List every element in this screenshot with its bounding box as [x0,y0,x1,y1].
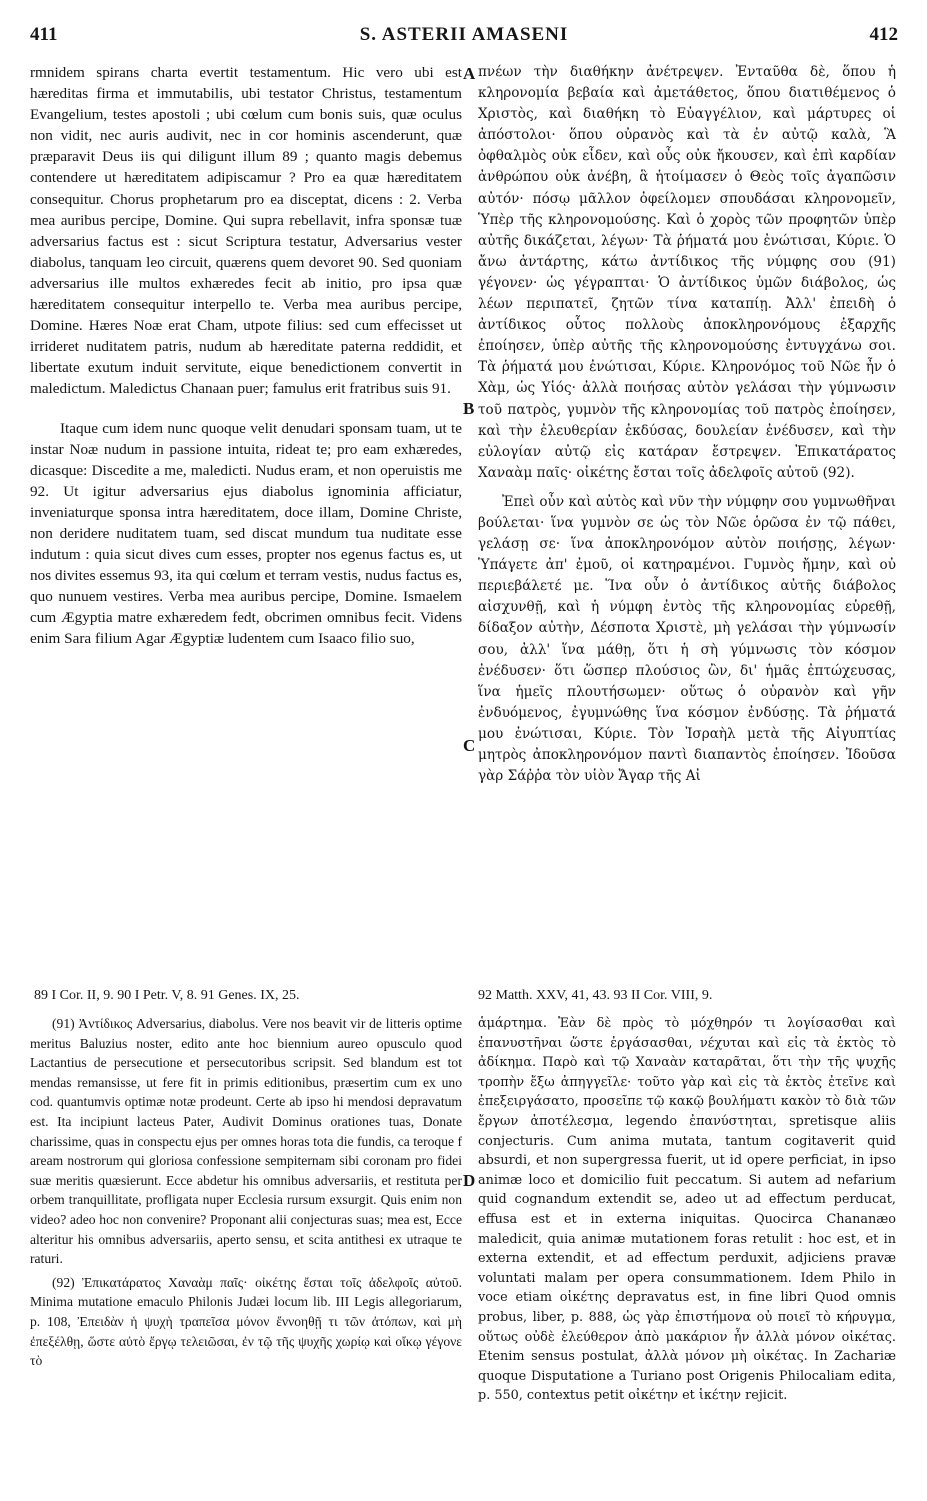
note-92: (92) Ἐπικατάρατος Χαναὰμ παῖς· οἰκέτης ἔσται τοῖς ἀδελφοῖς αὐτοῦ. Minima mutatione emaculo Philonis Judæi locum lib. III Legis allegoriarum, p. 108, Ἐπειδὰν ἡ ψυχὴ τραπεῖσα μόνον ἔννοηθῇ τι τῶν ἀτόπων, καὶ μὴ ἐπεξέλθῃ, ὥστε αὐτὸ ἔργῳ τελειῶσαι, ἐν τῷ τῆς ψυχῆς χωρίῳ καὶ οἴκῳ γέγονε τὸ [30,1274,462,1369]
page-number-left: 411 [30,24,58,45]
margin-letter-a: A [463,64,476,83]
margin-letter-b: B [463,399,475,418]
footnote-refs-right: 92 Matth. XXV, 41, 43. 93 II Cor. VIII, 9. [478,988,713,1003]
latin-column [30,62,462,650]
running-title: S. ASTERII AMASENI [359,24,569,45]
latin-paragraph-1: rmnidem spirans charta evertit testamentum. Hic vero ubi est hæreditas firma et immutabilis, ubi testator Christus, testamentum Evangelium, testes apostoli ; ubi cœlum cum bonis suis, quæ oculus non vidit, nec auris audivit, nec in cor hominis ascenderunt, quæ præparavit Deus iis qui diligunt illum 89 ; quanto magis debemus contendere ut hæreditatem adipiscamur ? Pro ea quæ hæreditatem consequitur. Chorus prophetarum pro ea disceptat, dicens : 2. Verba mea auribus percipe, Domine. Qui supra rebellavit, infra sponsæ tuæ adversarius factus est : sicut Scriptura testatur, Adversarius vester diabolus, tanquam leo circuit, quærens quem devoret 90. Sed quoniam adversarius ille multos exhæredes fecit ab initio, pro ipsa quæ hæreditatem consequitur interpello te. Verba mea auribus percipe, Domine. Hæres Noæ erat Cham, utpote filius: sed cum effecisset ut irrideret nuditatem patris, nudum ab hæreditate paterna reddidit, et libertate exutum induit servitute, eique benedictionem convertit in maledictum. Maledictus Chanaan puer; famulus erit fratribus suis 91. [30,64,462,398]
note-92-continued: ἁμάρτημα. Ἐὰν δὲ πρὸς τὸ μόχθηρόν τι λογίσασθαι καὶ ἐπανυστῆναι ὥστε ἐργάσασθαι, νέχυται καὶ εἰς τὰ ἐκτὸς τὸ ἀδίκημα. Παρὸ καὶ τῷ Χαναὰν καταρᾶται, ὅτι τὴν τῆς ψυχῆς τροπὴν ἔξω ἀπηγγεῖλε· τοῦτο γὰρ καὶ εἰς τὰ ἐκτὸς ἐτεῖνε καὶ ἐπεξειργάσατο, προσεῖπε τῷ κακῷ βουλήματι κακὸν τὸ διὰ τῶν ἔργων ἀποτέλεσμα, legendo ἐπανύστηται, spretisque aliis conjecturis. Cum anima mutata, tantum cogitaverit quid absurdi, et non supergressa fuerit, ut id opere perficiat, in ipso animæ loco et domicilio fuit peccatum. Si autem ad nefarium quid cognandum extendit se, adeo ut ad effectum perducat, effusa est et in externa iniquitas. Quocirca Chananæo maledicit, quia animæ mutationem foras retulit : hoc est, et in externa extendit, et ad effectum perduxit, adjiciens pravæ voluntati malam per opera consummationem. Idem Philo in voce etiam οἰκέτης depravatus est, in fine libri Quod omnis probus, liber, p. 888, ὡς γὰρ ἐπιστήμονα οὐ ποιεῖ τὸ κήρυγμα, οὕτως οὐδὲ ἐλεύθερον ἀπὸ μακάριον ἦν ἀλλὰ μόνον οἰκέτας. Etenim sensus postulat, ἀλλὰ μόνον μὴ οἰκέτας. In Zachariæ quoque Disputatione a Turiano post Origenis Philocaliam edita, p. 550, contextus petit οἰκέτην et ἱκέτην rejicit. [478,1016,896,1404]
margin-letter-d: D [463,1171,476,1190]
latin-paragraph-2: Itaque cum idem nunc quoque velit denudari sponsam tuam, ut te instar Noæ nudum in passione intuita, rideat te; pro eam exhæredes, dicasque: Discedite a me, maledicti. Nudus eram, et non operuistis me 92. Ut igitur adversarius ejus diabolus ignominia afficiatur, inveniaturque sponsa intra hæreditatem, doce illam, Domine Christe, non deridere nuditatem tuam, sed discat mundum tua nuditate esse indutum : quia sicut dives cum esses, propter nos egenus factus es, ut nos divites essemus 93, ita qui cœlum et terram vestis, nudus factus es, quo nunuem vestires. Verba mea auribus percipe, Domine. Ismaelem cum Ægyptia matre exhæredem fedt, obcrimen omnibus fecit. Videns enim Sara filium Agar Ægyptiæ ludentem cum Isaaco filio suo, [30,419,462,648]
greek-column [478,62,896,787]
notes-left-column [30,1014,462,1371]
page-number-right: 412 [869,24,898,45]
margin-letter-c: C [463,736,476,755]
note-91: (91) Ἀντίδικος Adversarius, diabolus. Vere nos beavit vir de litteris optime meritus Baluzius noster, edito ante hoc biennium aureo opusculo quod Lactantius de persecutione et persecutoribus scripsit. Sed blandum est tot mendas remansisse, ut fere fit in primis editionibus, præsertim cum ex uno cod. quantumvis optimæ notæ prodeunt. Certe ab ipso hi mendosi depravatum est. Ita incipiunt lacteus Pater, Audivit Dominus orationes tuas, Donate charissime, quas in conspectu ejus per omnes horas tota die fundis, ca teroque f aream nostrorum qui gloriosa confessione sempiternam sibi coronam pro fidei suæ meritis quæsierunt. Ecce abdetur his omnibus adversariis, et restituta per orbem tranquillitate, profligata nuper Ecclesia rursum exsurgit. Quis enim non video? adeo hoc non convenire? Proponant alii conjecturas suas; mea est, Ecce alteritur his omnibus adversariis, aperto sensu, et scita antithesi ex utraque te raturi. [30,1016,462,1267]
notes-right-column [478,1014,896,1406]
greek-paragraph-2: Ἐπεὶ οὖν καὶ αὐτὸς καὶ νῦν τὴν νύμφην σου γυμνωθῆναι βούλεται· ἵνα γυμνὸν σε ὡς τὸν Νῶε ὁρῶσα ἐν τῷ πάθει, γελάσῃ σε· ἵνα ἀποκληρονόμον αὐτὸν ποιήσῃς, λέγων· Ὑπάγετε ἀπ' ἐμοῦ, οἱ κατηραμένοι. Γυμνὸς ἤμην, καὶ οὐ περιεβάλετέ με. Ἵνα οὖν ὁ ἀντίδικος αὐτῆς διάβολος αἰσχυνθῇ, καὶ ἡ νύμφη ἐντὸς τῆς κληρονομίας εὑρεθῇ, δίδαξον αὐτὴν, Δέσποτα Χριστὲ, μὴ γελάσαι τὴν γύμνωσίν σου, ἀλλ' ἵνα μάθῃ, ὅτι ἡ σὴ γύμνωσις τὸν κόσμον ἐνέδυσεν· ὅτι ὥσπερ πλούσιος ὢν, δι' ἡμᾶς ἐπτώχευσας, ἵνα ἡμεῖς πλουτήσωμεν· οὕτως ὁ οὐρανὸν καὶ γῆν ἐνδυόμενος, ἐγυμνώθης ἵνα κόσμον ἐνδύσῃς. Τὰ ῥήματά μου ἐνώτισαι, Κύριε. Τὸν Ἰσραὴλ μετὰ τῆς Αἰγυπτίας μητρὸς ἀποκληρονόμον παντὶ διαπαντὸς ἐποίησεν. Ἰδοῦσα γὰρ Σάῤῥα τὸν υἱὸν Ἄγαρ τῆς Αἰ [478,493,896,785]
greek-paragraph-1: πνέων τὴν διαθήκην ἀνέτρεψεν. Ἐνταῦθα δὲ, ὅπου ἡ κληρονομία βεβαία καὶ ἀμετάθετος, ὅπου διατιθέμενος ὁ Χριστὸς, καὶ διαθήκη τὸ Εὐαγγέλιον, καὶ μάρτυρες οἱ ἀπόστολοι· ὅπου οὐρανὸς καὶ τὰ ἐν αὐτῷ καλὰ, Ἃ ὀφθαλμὸς οὐκ εἶδεν, καὶ οὖς οὐκ ἤκουσεν, καὶ ἐπὶ καρδίαν ἀνθρώπου οὐκ ἀνέβη, ἃ ἡτοίμασεν ὁ Θεὸς τοῖς ἀγαπῶσιν αὐτόν· πόσῳ μᾶλλον ὀφείλομεν σπουδάσαι κληρονομεῖν, Ὑπὲρ τῆς κληρονομούσης. Καὶ ὁ χορὸς τῶν προφητῶν ὑπὲρ αὐτῆς δικάζεται, λέγων· Τὰ ῥήματά μου ἐνώτισαι, Κύριε. Ὁ ἄνω ἀντάρτης, κάτω ἀντίδικος τῆς νύμφης σου (91) γέγονεν· ὡς γέγραπται· Ὁ ἀντίδικος ὑμῶν διάβολος, ὡς λέων περιπατεῖ, ζητῶν τίνα καταπίῃ. Ἀλλ' ἐπειδὴ ὁ ἀντίδικος οὗτος πολλοὺς ἀποκληρονόμους ἐξαρχῆς ἐποίησεν, ὑπὲρ αὐτῆς τῆς κληρονομούσης ἐντυγχάνω σοι. Τὰ ῥήματά μου ἐνώτισαι, Κύριε. Κληρονόμος τοῦ Νῶε ἦν ὁ Χὰμ, ὡς Υἱός· ἀλλὰ ποιήσας αὐτὸν γελάσαι τὴν γύμνωσιν τοῦ πατρὸς, γυμνὸν τῆς κληρονομίας τοῦ πατρὸς ἐποίησεν, καὶ τὴν ἐλευθερίαν ἐκδύσας, δουλείαν ἐνέδυσεν, καὶ τὴν εὐλογίαν αὐτῷ εἰς κατάραν ἔστρεψεν. Ἐπικατάρατος Χαναὰμ παῖς· οἰκέτης ἔσται τοῖς ἀδελφοῖς αὐτοῦ (92). [478,64,896,481]
page-header [30,24,898,54]
footnote-refs-left: 89 I Cor. II, 9. 90 I Petr. V, 8. 91 Genes. IX, 25. [34,988,300,1003]
